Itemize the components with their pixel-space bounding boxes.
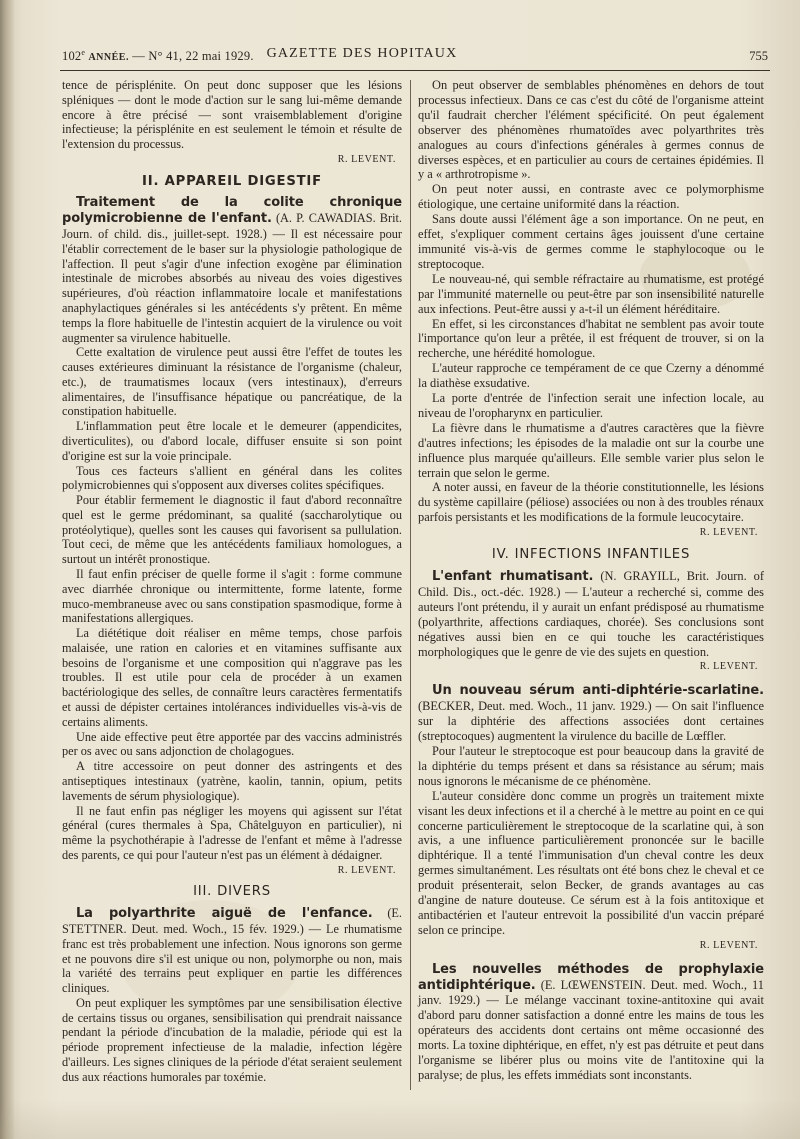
article-title: Traitement de la colite chronique polymicrobienne de l'enfant. [62, 195, 402, 227]
paragraph: L'auteur considère donc comme un progrès un traitement mixte visant les deux infections et il a cherché à le mettre au point en ce qui concerne particulièrement le streptocoque de la scarlatine qui, à son avis, a une influence particulièrement prononcée sur le bacille diphtérique. Il a tenté l'immunisation d'un cheval contre les deux germes simultanément. Les résultats ont été bons chez le cheval et ce produit présenterait, selon Becker, de grands avantages au cas d'angine de nature douteuse. Ce sérum est à la fois antitoxique et antibactérien et l'auteur entrevoit la possibilité d'un vaccin préparé selon ce principe. [418, 788, 764, 937]
paragraph: Le nouveau-né, qui semble réfractaire au rhumatisme, est protégé par l'immunité maternelle ou peut-être par son insensibilité naturelle aux infections. Peut-être aussi y a-t-il un élément héréditaire. [418, 271, 764, 316]
paragraph: La fièvre dans le rhumatisme a d'autres caractères que la fièvre d'autres infections; les épisodes de la maladie ont sur la courbe une influence plus marquée qu'ailleurs. Elle semble varier plus selon le terrain que selon le germe. [418, 420, 764, 480]
column-divider [410, 80, 411, 1090]
article-title: L'enfant rhumatisant. [432, 569, 594, 584]
article-text: (E. LŒWENSTEIN. Deut. med. Woch., 11 janv. 1929.) — Le mélange vaccinant toxine-antitoxine qui avait d'abord paru donner satisfaction a donné entre les mains de tous les opérateurs des accidents dont certains ont même occasionné des morts. La toxine diphtérique, en effet, n'y est pas détruite et peut dans l'organisme se libérer plus ou moins vite de l'antitoxine qui la paralyse; de plus, les effets immédiats sont inconstants. [418, 977, 764, 1082]
paragraph: On peut noter aussi, en contraste avec ce polymorphisme étiologique, une certaine uniformité dans la réaction. [418, 182, 764, 212]
author-signature: R. LEVENT. [699, 661, 758, 673]
header-rule [60, 70, 770, 71]
author-signature: R. LEVENT. [337, 864, 396, 876]
paragraph: Pour l'auteur le streptocoque est pour beaucoup dans la gravité de la diphtérie du temps présent et dans sa résistance au sérum; mais nous ignorons le mécanisme de ce phénomène. [418, 743, 764, 788]
issue-number-date: — N° 41, 22 mai 1929. [132, 49, 254, 64]
paragraph: On peut observer de semblables phénomènes en dehors de tout processus infectieux. Dans ce cas c'est du côté de l'organisme atteint qu'il faudrait chercher l'élément spécificité. On peut également observer des phénomènes rhumatoïdes avec polyarthrites très analogues au cours d'infections générales à germes connus de diverses espèces, et en particulier au cours de certaines épidémies. Il y a « arthrotropisme ». [418, 78, 764, 182]
running-header [62, 46, 768, 66]
paragraph: Une aide effective peut être apportée par des vaccins administrés per os avec ou sans adjonction de cholagogues. [62, 729, 402, 759]
paragraph: A noter aussi, en faveur de la théorie constitutionnelle, les lésions du système capillaire (péliose) associées ou non à des troubles rénaux parfois persistants et les modifications de la formule leucocytaire. [418, 480, 764, 525]
author-signature: R. LEVENT. [699, 527, 758, 539]
author-signature: R. LEVENT. [337, 153, 396, 165]
page-binding-edge [0, 0, 14, 1139]
article-title: La polyarthrite aiguë de l'enfance. [76, 906, 373, 922]
article-text: (E. STETTNER. Deut. med. Woch., 15 fév. 1929.) — Le rhumatisme franc est très probablement une infection. Nous ignorons son germe et ne pouvons dire s'il est unique ou non, polymorphe ou non, mais la variété des terrains peut expliquer en partie les différences cliniques. [62, 906, 403, 996]
year-number: 102 [62, 49, 82, 64]
article-opening [62, 195, 402, 345]
right-column [418, 78, 764, 1083]
year-suffix: e [81, 48, 86, 57]
paragraph: L'auteur rapproche ce tempérament de ce que Czerny a dénommé la diathèse exsudative. [418, 361, 764, 391]
paragraph: La porte d'entrée de l'infection serait une infection locale, au niveau de l'oropharynx en particulier. [418, 391, 764, 420]
paragraph: En effet, si les circonstances d'habitat ne semblent pas avoir toute l'importance qu'on leur a prêtée, il est fréquent de trouver, si on la recherche, une hérédité homologue. [418, 316, 764, 361]
author-signature: R. LEVENT. [699, 939, 758, 951]
section-heading: III. DIVERS [193, 884, 271, 900]
paragraph: A titre accessoire on peut donner des astringents et des antiseptiques intestinaux (yatrène, kaolin, tannin, opium, petits lavements de sérum physiologique). [62, 759, 402, 803]
paragraph: Il faut enfin préciser de quelle forme il s'agit : forme commune avec diarrhée chronique ou intermittente, forme latente, forme muco-membraneuse avec ou sans constipation spasmodique, forme à manifestations allergiques. [62, 567, 402, 626]
article-opening [418, 962, 764, 1083]
paragraph: L'inflammation peut être locale et le demeurer (appendicites, diverticulites), ou d'abord locale, diffuser ensuite si son point d'origine est sur la voie principale. [62, 419, 402, 463]
article-opening [418, 569, 764, 659]
paragraph: tence de périsplénite. On peut donc supposer que les lésions spléniques — dont le mode d'action sur le sang lui-même demande encore à être précisé — sont vraisemblablement d'origine infectieuse; la périsplénite en est seulement le témoin et résulte de l'extension du processus. [62, 78, 402, 152]
page-bottom-shadow [0, 1099, 800, 1139]
journal-title: GAZETTE DES HOPITAUX [266, 46, 458, 61]
paragraph: Il ne faut enfin pas négliger les moyens qui agissent sur l'état général (cures thermales à Spa, Châtelguyon en particulier), ni même la psychothérapie à l'adresse de l'enfant et même à l'adresse des parents, ce qui pour l'auteur n'est pas un élément à dédaigner. [62, 803, 402, 862]
section-heading: II. APPAREIL DIGESTIF [142, 173, 322, 189]
paragraph: Tous ces facteurs s'allient en général dans les colites polymicrobiennes qui s'opposent aux diverses colites spécifiques. [62, 463, 402, 493]
paragraph: Cette exaltation de virulence peut aussi être l'effet de toutes les causes extérieures diminuant la résistance de l'organisme (chaleur, etc.), de traumatismes locaux (vers intestinaux), d'erreurs alimentaires, de l'insuffisance hépatique ou pancréatique, de la constipation habituelle. [62, 345, 402, 419]
year-word: ANNÉE. [88, 52, 129, 64]
left-column [62, 78, 402, 1085]
article-title: Un nouveau sérum anti-diphtérie-scarlatine. [432, 683, 764, 699]
page-number: 755 [749, 49, 768, 63]
section-heading: IV. INFECTIONS INFANTILES [491, 547, 691, 563]
article-opening [418, 683, 764, 744]
paragraph: Sans doute aussi l'élément âge a son importance. On ne peut, en effet, s'expliquer comment certains âges jouissent d'une certaine immunité vis-à-vis de germes comme le staphylocoque ou le streptocoque. [418, 212, 764, 271]
article-text: (N. GRAYILL, Brit. Journ. of Child. Dis., oct.-déc. 1928.) — L'auteur a recherché si, comme des auteurs l'ont prétendu, il y aurait un enfant prédisposé au rhumatisme (polyarthrite, affections cardiaques, chorée). Ses conclusions sont négatives aussi bien en ce qui touche les caractéristiques morphologiques que le genre de vie des sujets en question. [418, 569, 764, 659]
article-text: (A. P. CAWADIAS. Brit. Journ. of child. dis., juillet-sept. 1928.) — Il est nécessaire pour l'établir correctement de le baser sur la physiologie pathologique de l'affection. Il peut s'agir d'une infection exogène par élimination intestinale de microbes absorbés au niveau des voies digestives supérieures, d'où réaction inflammatoire locale et manifestations anaphylactiques générales si les antécédents s'y prêtent. En même temps la flore habituelle de l'intestin acquiert de la virulence ou voit augmenter sa virulence habituelle. [62, 211, 402, 345]
paragraph: Pour établir fermement le diagnostic il faut d'abord reconnaître quel est le germe prédominant, sa qualité (saccharolytique ou protéolytique), quelles sont les causes qui favorisent sa pullulation. Tout ceci, de même que les antécédents familiaux homologues, a surtout un intérêt pronostique. [62, 493, 402, 567]
article-title: Les nouvelles méthodes de prophylaxie antidiphtérique. [418, 961, 764, 993]
article-text: (BECKER, Deut. med. Woch., 11 janv. 1929.) — On sait l'influence sur la diphtérie des affections associées dont certaines (streptocoques) augmentent la virulence du bacille de Lœffler. [418, 699, 764, 744]
paragraph: La diététique doit réaliser en même temps, chose parfois malaisée, une ration en calories et en vitamines suffisante aux besoins de l'organisme et une composition qui n'aggrave pas les troubles. Il est utile pour cela de procéder à un examen bactériologique des selles, de connaître leurs caractères fermentatifs et aussi de dépister certaines intolérances individuelles vis-à-vis de certains aliments. [62, 626, 402, 729]
paragraph: On peut expliquer les symptômes par une sensibilisation élective de certains tissus ou organes, sensibilisation qui prendrait naissance pendant la période d'incubation de la maladie, période qui est la période proprement infectieuse de la maladie, infection légère d'ailleurs. Les signes cliniques de la période d'état seraient seulement dus aux réactions humorales par toxémie. [62, 995, 402, 1084]
article-opening [62, 906, 402, 996]
